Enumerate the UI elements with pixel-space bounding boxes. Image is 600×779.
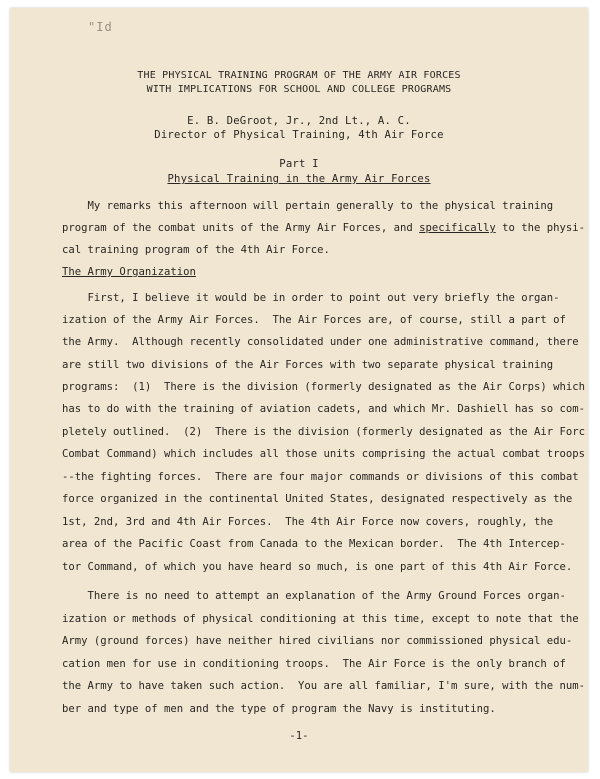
page-number: -1-: [289, 730, 309, 742]
intro-emphasis: specifically: [419, 222, 496, 234]
paragraph-2-line: the Army. Although recently consolidated under one administrative command, there: [62, 336, 579, 348]
intro-line-1: My remarks this afternoon will pertain generally to the physical training: [62, 200, 554, 212]
paragraph-2-line: Combat Command) which includes all those units comprising the actual combat troops: [62, 448, 585, 460]
intro-line-2: [62, 222, 585, 234]
paragraph-3-line: ber and type of men and the type of program the Navy is instituting.: [62, 703, 496, 715]
paragraph-3-line: Army (ground forces) have neither hired civilians nor commissioned physical edu-: [62, 635, 573, 647]
part-subheading-text: Physical Training in the Army Air Forces: [167, 173, 431, 185]
document-page: [10, 8, 588, 772]
title-line-2: WITH IMPLICATIONS FOR SCHOOL AND COLLEGE PROGRAMS: [146, 84, 452, 95]
intro-line-2-end: to the physi-: [495, 222, 586, 234]
part-subheading: [10, 173, 588, 185]
paragraph-3-line: ization or methods of physical conditioning at this time, except to note that the: [62, 613, 579, 625]
header-mark: "Id: [88, 20, 113, 34]
paragraph-2-line: programs: (1) There is the division (formerly designated as the Air Corps) which: [62, 381, 585, 393]
paragraph-2-line: are still two divisions of the Air Forces with two separate physical training: [62, 359, 554, 371]
title-line-1: THE PHYSICAL TRAINING PROGRAM OF THE ARMY AIR FORCES: [137, 70, 461, 81]
paragraph-2-line: 1st, 2nd, 3rd and 4th Air Forces. The 4th Air Force now covers, roughly, the: [62, 516, 554, 528]
position-line: Director of Physical Training, 4th Air Force: [154, 129, 444, 141]
paragraph-3-line: cation men for use in conditioning troops. The Air Force is the only branch of: [62, 658, 566, 670]
intro-line-2-start: program of the combat units of the Army Air Forces, and: [62, 222, 420, 234]
paragraph-2-line: tor Command, of which you have heard so much, is one part of this 4th Air Force.: [62, 561, 573, 573]
paragraph-2-line: First, I believe it would be in order to point out very briefly the organ-: [62, 292, 560, 304]
paragraph-2-line: ization of the Army Air Forces. The Air Forces are, of course, still a part of: [62, 314, 566, 326]
intro-line-3: cal training program of the 4th Air Force.: [62, 244, 330, 256]
paragraph-3-line: the Army to have taken such action. You are all familiar, I'm sure, with the num-: [62, 680, 585, 692]
paragraph-3-line: There is no need to attempt an explanation of the Army Ground Forces organ-: [62, 590, 566, 602]
paragraph-2-line: --the fighting forces. There are four major commands or divisions of this combat: [62, 471, 579, 483]
part-heading: Part I: [279, 158, 319, 170]
paragraph-2-line: area of the Pacific Coast from Canada to the Mexican border. The 4th Intercep-: [62, 538, 566, 550]
paragraph-2-line: force organized in the continental United States, designated respectively as the: [62, 493, 573, 505]
section-heading: The Army Organization: [62, 266, 196, 278]
paragraph-2-line: pletely outlined. (2) There is the division (formerly designated as the Air Forc: [62, 426, 585, 438]
author-line: E. B. DeGroot, Jr., 2nd Lt., A. C.: [187, 115, 411, 127]
paragraph-2-line: has to do with the training of aviation cadets, and which Mr. Dashiell has so com-: [62, 403, 585, 415]
